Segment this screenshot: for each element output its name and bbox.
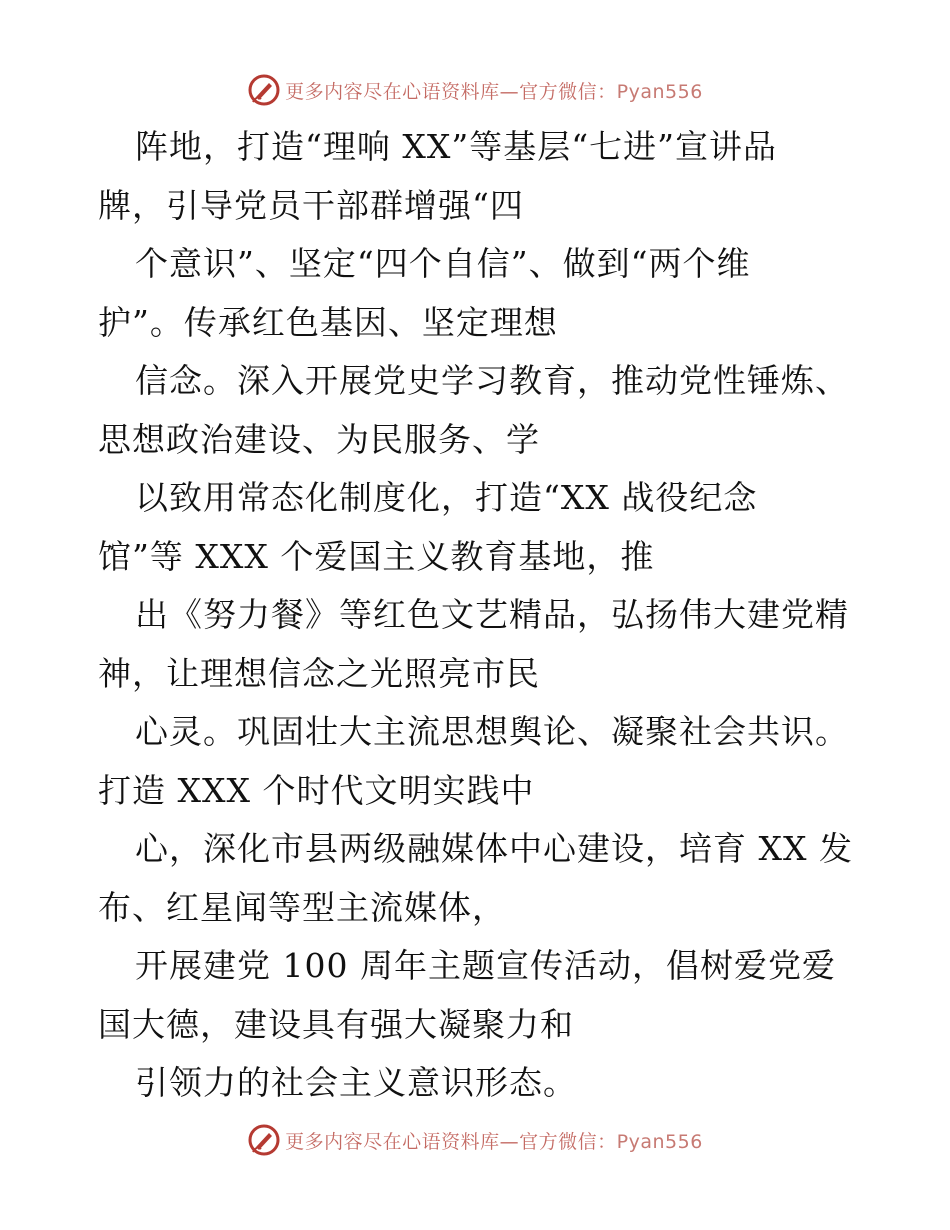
paragraph-line: 心灵。巩固壮大主流思想舆论、凝聚社会共识。 [135,712,849,751]
paragraph [0,235,950,352]
pen-logo-icon [247,1123,281,1157]
footer-banner-text [285,1127,703,1154]
paragraph [0,1054,950,1113]
paragraph-line: 牌，引导党员干部群增强“四 [98,185,524,225]
paragraph-line: 心，深化市县两级融媒体中心建设，培育 XX 发 [135,829,853,868]
paragraph-line: 布、红星闻等型主流媒体， [98,887,506,927]
paragraph [0,937,950,1054]
paragraph-line: 国大德，建设具有强大凝聚力和 [98,1004,574,1044]
footer-banner-label: 更多内容尽在心语资料库—官方微信： [285,1130,617,1153]
paragraph [0,118,950,235]
header-banner-text [285,77,703,104]
paragraph-line: 护”。传承红色基因、坚定理想 [98,302,558,342]
footer-banner [0,1120,950,1160]
paragraph-line: 馆”等 XXX 个爱国主义教育基地，推 [98,536,655,576]
paragraph-line: 个意识”、坚定“四个自信”、做到“两个维 [135,244,751,283]
paragraph-line: 信念。深入开展党史学习教育，推动党性锤炼、 [135,361,849,400]
footer-banner-handle: Pyan556 [616,1130,703,1153]
header-banner-handle: Pyan556 [616,80,703,103]
paragraph-line: 出《努力餐》等红色文艺精品，弘扬伟大建党精 [135,595,849,634]
pen-logo-icon [247,73,281,107]
paragraph-line: 开展建党 100 周年主题宣传活动，倡树爱党爱 [135,946,836,985]
paragraph-line: 以致用常态化制度化，打造“XX 战役纪念 [135,478,758,517]
paragraph-line: 打造 XXX 个时代文明实践中 [98,770,535,810]
header-banner-label: 更多内容尽在心语资料库—官方微信： [285,80,617,103]
paragraph-line: 神，让理想信念之光照亮市民 [98,653,540,693]
document-body [0,118,950,1113]
paragraph-line: 思想政治建设、为民服务、学 [98,419,540,459]
header-banner [0,70,950,110]
paragraph [0,469,950,586]
paragraph-line: 引领力的社会主义意识形态。 [135,1063,577,1102]
paragraph-line: 阵地，打造“理响 XX”等基层“七进”宣讲品 [135,127,777,166]
paragraph [0,703,950,820]
paragraph [0,352,950,469]
paragraph [0,820,950,937]
paragraph [0,586,950,703]
